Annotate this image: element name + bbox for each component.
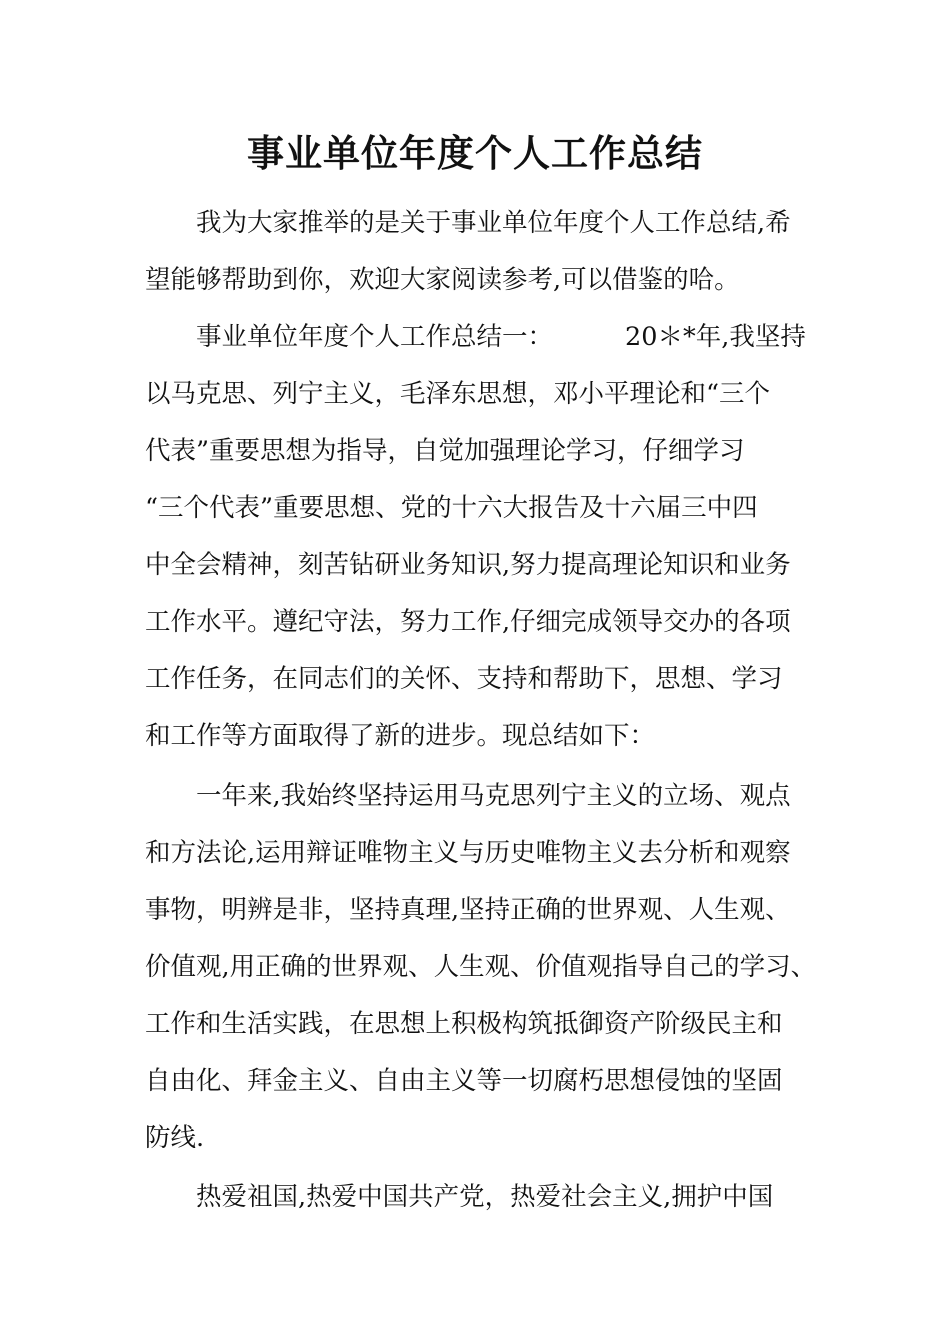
paragraph-line: 工作任务，在同志们的关怀、支持和帮助下，思想、学习 — [145, 664, 783, 694]
paragraph-line: 一年来,我始终坚持运用马克思列宁主义的立场、观点 — [196, 781, 791, 811]
paragraph-line: 自由化、拜金主义、自由主义等一切腐朽思想侵蚀的坚固 — [145, 1066, 783, 1096]
paragraph-line: 中全会精神，刻苦钻研业务知识,努力提高理论知识和业务 — [145, 550, 791, 580]
paragraph-line: 和方法论,运用辩证唯物主义与历史唯物主义去分析和观察 — [145, 838, 791, 868]
paragraph-line: 和工作等方面取得了新的进步。现总结如下： — [145, 721, 656, 751]
paragraph-line: 热爱祖国,热爱中国共产党，热爱社会主义,拥护中国 — [196, 1182, 774, 1212]
paragraph-line: “三个代表”重要思想、党的十六大报告及十六届三中四 — [145, 493, 758, 523]
paragraph-line — [196, 317, 806, 357]
paragraph-line: 事物，明辨是非，坚持真理,坚持正确的世界观、人生观、 — [145, 895, 791, 925]
document-title: 事业单位年度个人工作总结 — [247, 131, 703, 175]
paragraph-line: 我为大家推举的是关于事业单位年度个人工作总结,希 — [196, 208, 791, 238]
paragraph-line: 代表”重要思想为指导，自觉加强理论学习，仔细学习 — [145, 436, 745, 466]
paragraph-line: 望能够帮助到你，欢迎大家阅读参考,可以借鉴的哈。 — [145, 265, 740, 295]
paragraph-line: 工作和生活实践，在思想上积极构筑抵御资产阶级民主和 — [145, 1009, 783, 1039]
paragraph-line: 工作水平。遵纪守法，努力工作,仔细完成领导交办的各项 — [145, 607, 791, 637]
year-text: 20＊*年,我坚持 — [625, 322, 806, 352]
section-heading: 事业单位年度个人工作总结一： — [196, 322, 554, 352]
paragraph-line: 防线. — [145, 1123, 205, 1153]
paragraph-line: 以马克思、列宁主义，毛泽东思想，邓小平理论和“三个 — [145, 379, 771, 409]
paragraph-line: 价值观,用正确的世界观、人生观、价值观指导自己的学习、 — [145, 952, 817, 982]
